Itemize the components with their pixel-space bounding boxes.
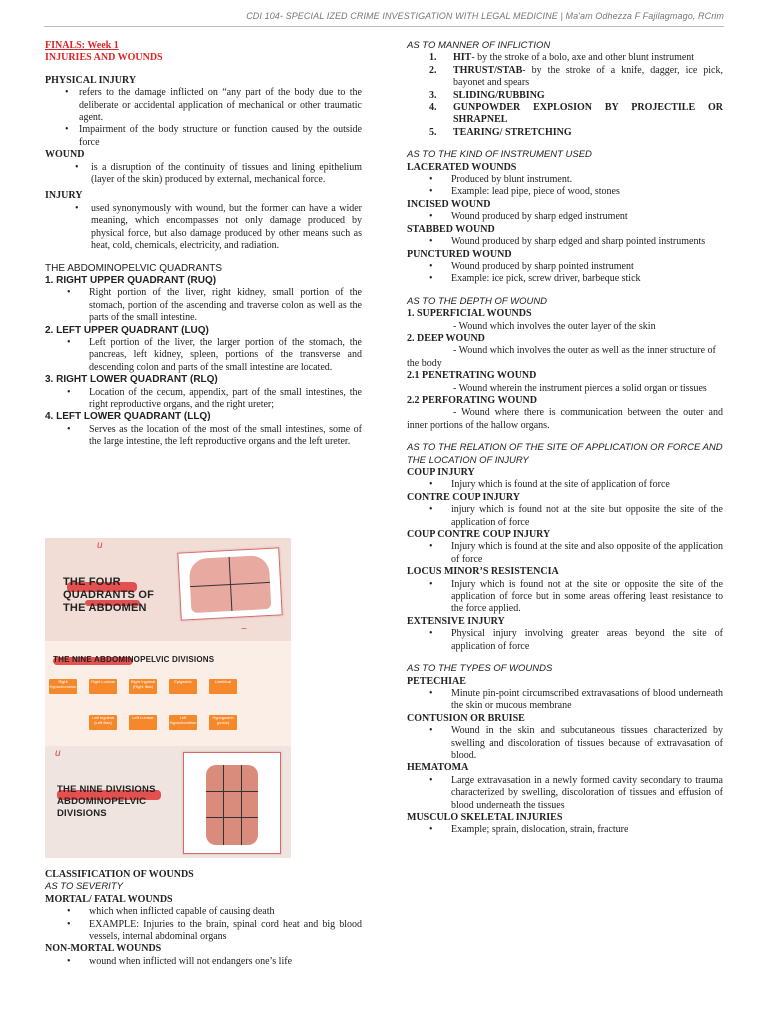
list-item: • Wound produced by sharp pointed instrument (407, 261, 723, 273)
group-title: LACERATED WOUNDS (407, 161, 517, 173)
group-text: - Wound which involves the outer as well as the inner structure of the body (407, 345, 716, 369)
group-title: PETECHIAE (407, 675, 466, 687)
group-title: 2.2 PERFORATING WOUND (407, 394, 537, 406)
wound-list (45, 162, 362, 187)
group-title: CONTUSION OR BRUISE (407, 712, 525, 724)
group-title: LOCUS MINOR’S RESISTENCIA (407, 566, 559, 578)
item-number: 5. (429, 126, 437, 138)
nonmortal-list (45, 956, 362, 968)
doodle: u (97, 540, 103, 551)
divider-line (206, 791, 258, 792)
divider-line (223, 765, 224, 845)
item-number: 4. (429, 102, 437, 114)
group-list (407, 236, 723, 248)
list-item: • Physical injury involving greater areas beyond the site of application of force (407, 628, 723, 653)
depth-heading: AS TO THE DEPTH OF WOUND (407, 295, 548, 307)
site-heading: AS TO THE RELATION OF THE SITE OF APPLICATION OR FORCE AND THE LOCATION OF INJURY (407, 442, 723, 466)
types-heading: AS TO THE TYPES OF WOUNDS (407, 663, 553, 675)
item-bold: HIT (453, 52, 472, 64)
document-header: CDI 104- SPECIAL IZED CRIME INVESTIGATION WITH LEGAL MEDICINE | Ma'am Odhezza F Fajilagmago, RCrim (246, 11, 724, 21)
severity-subheading: AS TO SEVERITY (45, 881, 123, 893)
list-item (407, 65, 723, 90)
item-bold: THRUST/STAB (453, 64, 523, 76)
group-list (407, 775, 723, 812)
injury-list (45, 203, 362, 253)
list-item: • Wound in the skin and subcutaneous tissues characterized by swelling and discoloration of tissues because of extravasation of blood. (407, 725, 723, 762)
region-box: Right Hypochondriac (49, 679, 77, 694)
list-item: • Example: ice pick, screw driver, barbeque stick (407, 273, 723, 285)
left-column (45, 40, 362, 449)
list-item (407, 52, 723, 64)
header-divider (44, 26, 724, 27)
list-item: • Location of the cecum, appendix, part of the small intestines, the right reproductive organs, and the right ureter; (45, 387, 362, 412)
quadrant-title: 3. RIGHT LOWER QUADRANT (RLQ) (45, 374, 218, 386)
manner-list (407, 52, 723, 139)
list-item: • Injury which is found at the site and also opposite of the application of force (407, 541, 723, 566)
quadrant-list (45, 387, 362, 412)
group-text: - Wound wherein the instrument pierces a solid organ or tissues (453, 382, 707, 394)
region-box: Left Lumbar (129, 715, 157, 730)
group-list (407, 688, 723, 713)
group-text: - Wound which involves the outer layer of the skin (453, 320, 656, 332)
list-item: • Example; sprain, dislocation, strain, fracture (407, 824, 723, 836)
list-item: • Minute pin-point circumscribed extravasations of blood underneath the skin or mucous membrane (407, 688, 723, 713)
list-item: • Left portion of the liver, the larger portion of the stomach, the pancreas, left kidney, spleen, portions of the transverse and descending colon and parts of the small intestine are located. (45, 337, 362, 374)
list-item (407, 102, 723, 127)
group-list (407, 824, 723, 836)
group-title: CONTRE COUP INJURY (407, 491, 520, 503)
group-title: 2. DEEP WOUND (407, 332, 485, 344)
quadrant-title: 2. LEFT UPPER QUADRANT (LUQ) (45, 324, 209, 336)
group-title: STABBED WOUND (407, 223, 495, 235)
group-title: PUNCTURED WOUND (407, 248, 512, 260)
group-list (407, 579, 723, 616)
list-item: • Right portion of the liver, right kidney, small portion of the stomach, portion of the ascending and traverse colon as well as the parts of the small intestine. (45, 287, 362, 324)
list-item: • Impairment of the body structure or function caused by the outside force (45, 124, 362, 149)
list-item: • Example: lead pipe, piece of wood, stones (407, 186, 723, 198)
group-list (407, 261, 723, 286)
group-list (407, 211, 723, 223)
group-title: 2.1 PENETRATING WOUND (407, 370, 537, 382)
right-column (407, 40, 723, 837)
list-item: • Wound produced by sharp edged and sharp pointed instruments (407, 236, 723, 248)
item-bold: GUNPOWDER EXPLOSION BY PROJECTILE OR SHRAPNEL (453, 102, 723, 126)
injury-heading: INJURY (45, 190, 83, 202)
group-list (407, 504, 723, 529)
list-item: • Wound produced by sharp edged instrument (407, 211, 723, 223)
item-text: - by the stroke of a knife, dagger, ice pick, bayonet and spears (453, 64, 723, 89)
group-list (407, 725, 723, 762)
item-number: 1. (429, 52, 437, 64)
slide-nine-divisions-diagram (45, 746, 291, 858)
region-box: Left Hypochondriac (169, 715, 197, 730)
region-box: Hypogastric (pubic) (209, 715, 237, 730)
mortal-heading: MORTAL/ FATAL WOUNDS (45, 893, 173, 905)
quadrant-title: 4. LEFT LOWER QUADRANT (LLQ) (45, 411, 211, 423)
slide-nine-divisions (45, 641, 291, 746)
list-item: • refers to the damage inflicted on “any part of the body due to the deliberate or accidental application of mechanical or other traumatic agent. (45, 87, 362, 124)
group-title: 1. SUPERFICIAL WOUNDS (407, 308, 532, 320)
classification-heading: CLASSIFICATION OF WOUNDS (45, 869, 194, 880)
group-title: COUP CONTRE COUP INJURY (407, 529, 551, 541)
list-item: • is a disruption of the continuity of tissues and lining epithelium (layer of the skin) produced by external, mechanical force. (45, 162, 362, 187)
list-item: • injury which is found not at the site but opposite the site of the application of force (407, 504, 723, 529)
list-item (407, 90, 723, 102)
list-item: • EXAMPLE: Injuries to the brain, spinal cord heat and big blood vessels, internal abdominal organs (45, 919, 362, 944)
physical-injury-list (45, 87, 362, 149)
group-title: EXTENSIVE INJURY (407, 615, 505, 627)
group-title: INCISED WOUND (407, 198, 491, 210)
divider-line (206, 817, 258, 818)
nonmortal-heading: NON-MORTAL WOUNDS (45, 943, 162, 955)
organs-shape (206, 765, 258, 845)
abdomen-nine-divisions-figure (183, 752, 281, 854)
item-bold: TEARING/ STRETCHING (453, 126, 572, 138)
slide-title: THE NINE DIVISIONS ABDOMINOPELVIC DIVISIONS (57, 784, 156, 819)
quadrant-list (45, 337, 362, 374)
list-item: • Large extravasation in a newly formed cavity secondary to trauma characterized by swelling, discoloration of tissues and effusion of blood underneath the tissues (407, 775, 723, 812)
slide-title: THE NINE ABDOMINOPELVIC DIVISIONS (53, 655, 215, 664)
region-box: Epigastric (169, 679, 197, 694)
physical-injury-heading: PHYSICAL INJURY (45, 74, 137, 86)
doodle: u (55, 748, 61, 759)
item-number: 3. (429, 89, 437, 101)
finals-label: FINALS: Week 1 (45, 40, 119, 51)
list-item: • Injury which is found at the site of application of force (407, 479, 723, 491)
list-item: • which when inflicted capable of causing death (45, 906, 362, 918)
group-list (407, 628, 723, 653)
item-number: 2. (429, 64, 437, 76)
doodle: ~ (241, 624, 247, 635)
instrument-heading: AS TO THE KIND OF INSTRUMENT USED (407, 149, 592, 161)
group-list (407, 479, 723, 491)
group-text: - Wound where there is communication between the outer and inner portions of the hallow organs. (407, 407, 723, 431)
divider-line (241, 765, 242, 845)
list-item: • wound when inflicted will not endangers one’s life (45, 956, 362, 968)
group-list (407, 541, 723, 566)
slide-images (45, 538, 293, 858)
mortal-list (45, 906, 362, 943)
list-item: • Produced by blunt instrument. (407, 174, 723, 186)
region-box: Umbilical (209, 679, 237, 694)
slide-four-quadrants (45, 538, 291, 641)
classification-section (45, 869, 362, 968)
page-title: INJURIES AND WOUNDS (45, 52, 163, 64)
list-item (407, 127, 723, 139)
quadrant-list (45, 287, 362, 324)
item-text: - by the stroke of a bolo, axe and other blunt instrument (471, 52, 695, 64)
quadrants-heading: THE ABDOMINOPELVIC QUADRANTS (45, 262, 223, 274)
list-item: • used synonymously with wound, but the former can have a wider meaning, which encompasses not only damage produced by physical force, but also damage produced by other means such as heat, cold, chemicals, electricity, and radiation. (45, 203, 362, 253)
list-item: • Injury which is found not at the site or opposite the site of the application of force but in some areas offering least resistance to the force applied. (407, 579, 723, 616)
group-title: HEMATOMA (407, 762, 469, 774)
list-item: • Serves as the location of the most of the small intestines, some of the large intestine, the left reproductive organs and the left ureter. (45, 424, 362, 449)
item-bold: SLIDING/RUBBING (453, 89, 545, 101)
group-list (407, 174, 723, 199)
region-box: Left Inguinal (Left Iliac) (89, 715, 117, 730)
region-box: Right Lumbar (89, 679, 117, 694)
slide-title: THE FOUR QUADRANTS OF THE ABDOMEN (63, 576, 155, 614)
group-title: MUSCULO SKELETAL INJURIES (407, 811, 563, 823)
quadrant-list (45, 424, 362, 449)
wound-heading: WOUND (45, 149, 85, 161)
manner-heading: AS TO MANNER OF INFLICTION (407, 40, 551, 51)
quadrant-title: 1. RIGHT UPPER QUADRANT (RUQ) (45, 274, 217, 286)
abdomen-quadrant-figure (177, 547, 282, 620)
region-box: Right Inguinal (Right Iliac) (129, 679, 157, 694)
group-title: COUP INJURY (407, 467, 475, 478)
